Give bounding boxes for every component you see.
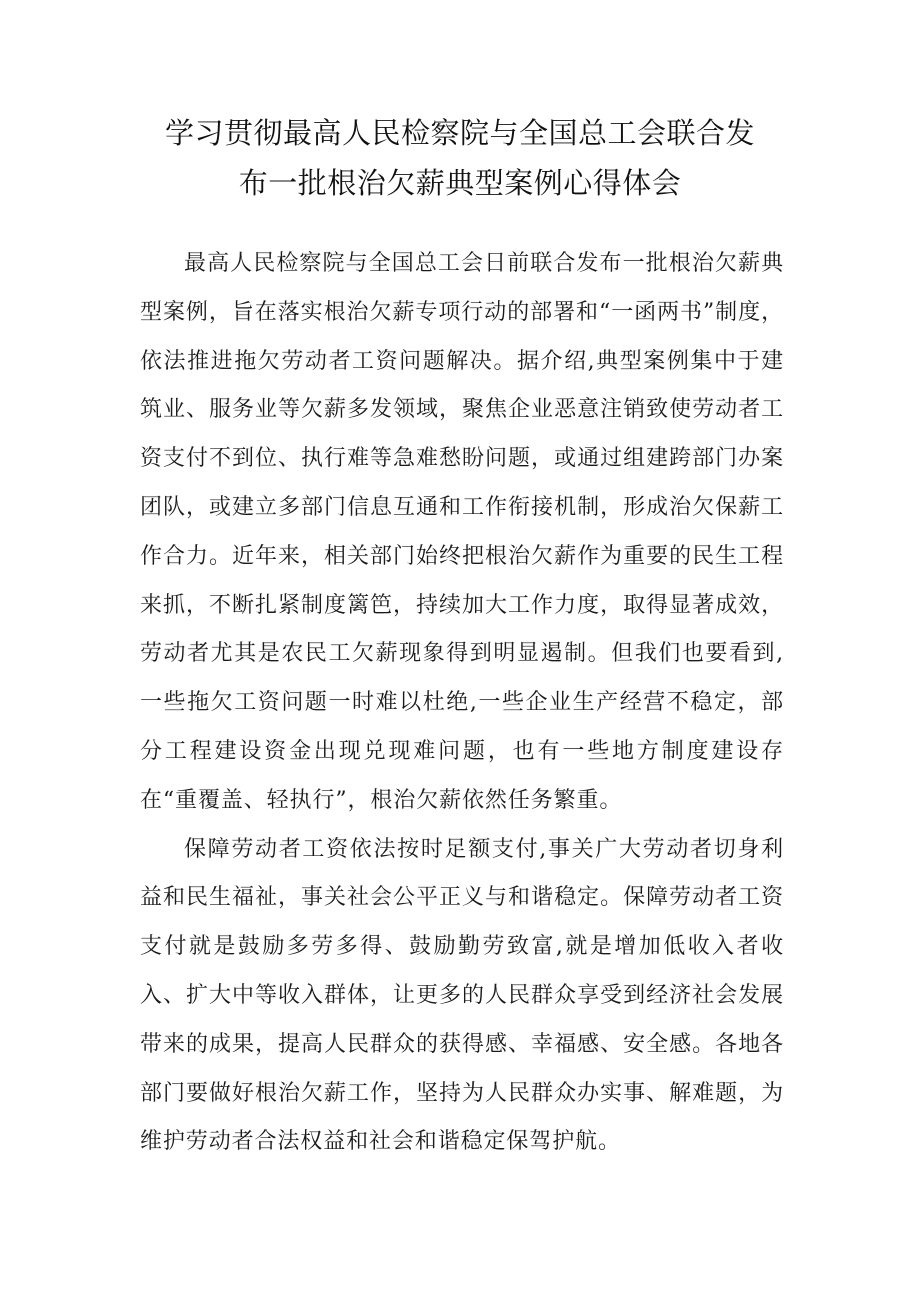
title-line-2: 布一批根治欠薪典型案例心得体会: [238, 166, 682, 200]
document-title: [100, 108, 820, 208]
paragraph-2: 保障劳动者工资依法按时足额支付,事关广大劳动者切身利益和民生福祉，事关社会公平正义与和谐稳定。保障劳动者工资支付就是鼓励多劳多得、鼓励勤劳致富,就是增加低收入者收入、扩大中等收入群体，让更多的人民群众享受到经济社会发展带来的成果，提高人民群众的获得感、幸福感、安全感。各地各部门要做好根治欠薪工作，坚持为人民群众办实事、解难题，为维护劳动者合法权益和社会和谐稳定保驾护航。: [140, 836, 784, 1155]
title-line-1: 学习贯彻最高人民检察院与全国总工会联合发: [164, 116, 755, 150]
paragraph-1: 最高人民检察院与全国总工会日前联合发布一批根治欠薪典型案例，旨在落实根治欠薪专项行动的部署和“一函两书”制度，依法推进拖欠劳动者工资问题解决。据介绍,典型案例集中于建筑业、服务业等欠薪多发领域，聚焦企业恶意注销致使劳动者工资支付不到位、执行难等急难愁盼问题，或通过组建跨部门办案团队，或建立多部门信息互通和工作衔接机制，形成治欠保薪工作合力。近年来，相关部门始终把根治欠薪作为重要的民生工程来抓，不断扎紧制度篱笆，持续加大工作力度，取得显著成效，劳动者尤其是农民工欠薪现象得到明显遏制。但我们也要看到,一些拖欠工资问题一时难以杜绝,一些企业生产经营不稳定，部分工程建设资金出现兑现难问题，也有一些地方制度建设存在“重覆盖、轻执行”，根治欠薪依然任务繁重。: [140, 251, 784, 813]
document-body: [140, 240, 784, 1167]
